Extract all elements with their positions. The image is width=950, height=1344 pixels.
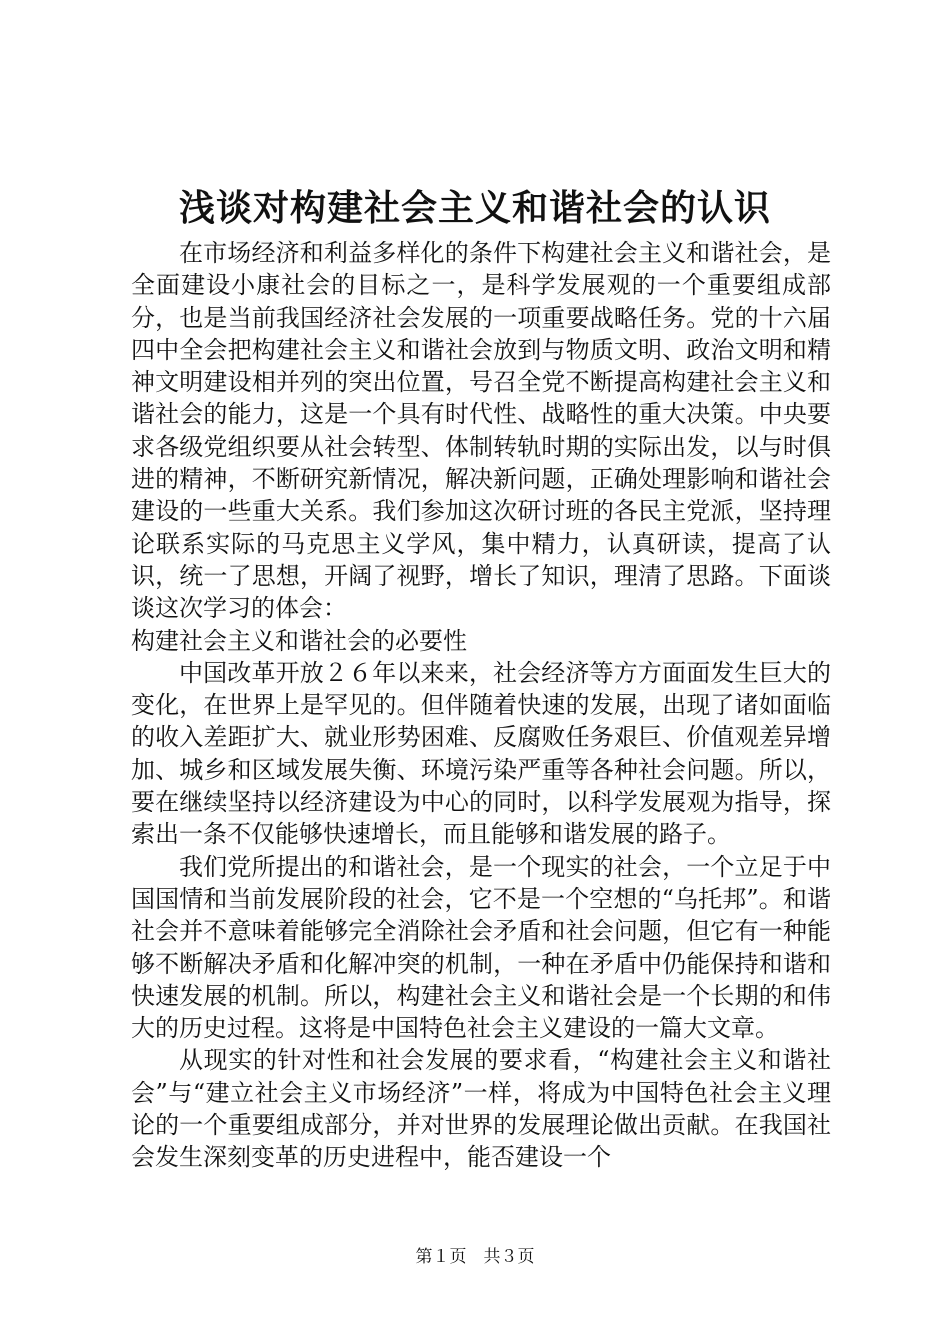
document-body [131,237,831,1174]
paragraph-harmonious-society: 我们党所提出的和谐社会，是一个现实的社会，一个立足于中国国情和当前发展阶段的社会，它不是一个空想的“乌托邦”。和谐社会并不意味着能够完全消除社会矛盾和社会问题，但它有一种能够不断解决矛盾和化解冲突的机制，一种在矛盾中仍能保持和谐和快速发展的机制。所以，构建社会主义和谐社会是一个长期的和伟大的历史过程。这将是中国特色社会主义建设的一篇大文章。 [131,852,831,1043]
section-heading: 构建社会主义和谐社会的必要性 [131,626,467,655]
paragraph-theory: 从现实的针对性和社会发展的要求看，“构建社会主义和谐社会”与“建立社会主义市场经济”一样，将成为中国特色社会主义理论的一个重要组成部分，并对世界的发展理论做出贡献。在我国社会发生深刻变革的历史进程中，能否建设一个 [131,1046,831,1172]
paragraph-intro: 在市场经济和利益多样化的条件下构建社会主义和谐社会，是全面建设小康社会的目标之一，是科学发展观的一个重要组成部分，也是当前我国经济社会发展的一项重要战略任务。党的十六届四中全会把构建社会主义和谐社会放到与物质文明、政治文明和精神文明建设相并列的突出位置，号召全党不断提高构建社会主义和谐社会的能力，这是一个具有时代性、战略性的重大决策。中央要求各级党组织要从社会转型、体制转轨时期的实际出发，以与时俱进的精神，不断研究新情况，解决新问题，正确处理影响和谐社会建设的一些重大关系。我们参加这次研讨班的各民主党派，坚持理论联系实际的马克思主义学风，集中精力，认真研读，提高了认识，统一了思想，开阔了视野，增长了知识，理清了思路。下面谈谈这次学习的体会： [131,239,831,623]
page-number: 第１页 共３页 [415,1247,535,1267]
document-title: 浅谈对构建社会主义和谐社会的认识 [178,187,771,229]
paragraph-reform: 中国改革开放２６年以来来，社会经济等方方面面发生巨大的变化，在世界上是罕见的。但伴随着快速的发展，出现了诸如面临的收入差距扩大、就业形势困难、反腐败任务艰巨、价值观差异增加、城乡和区域发展失衡、环境污染严重等各种社会问题。所以，要在继续坚持以经济建设为中心的同时，以科学发展观为指导，探索出一条不仅能够快速增长，而且能够和谐发展的路子。 [131,658,831,849]
